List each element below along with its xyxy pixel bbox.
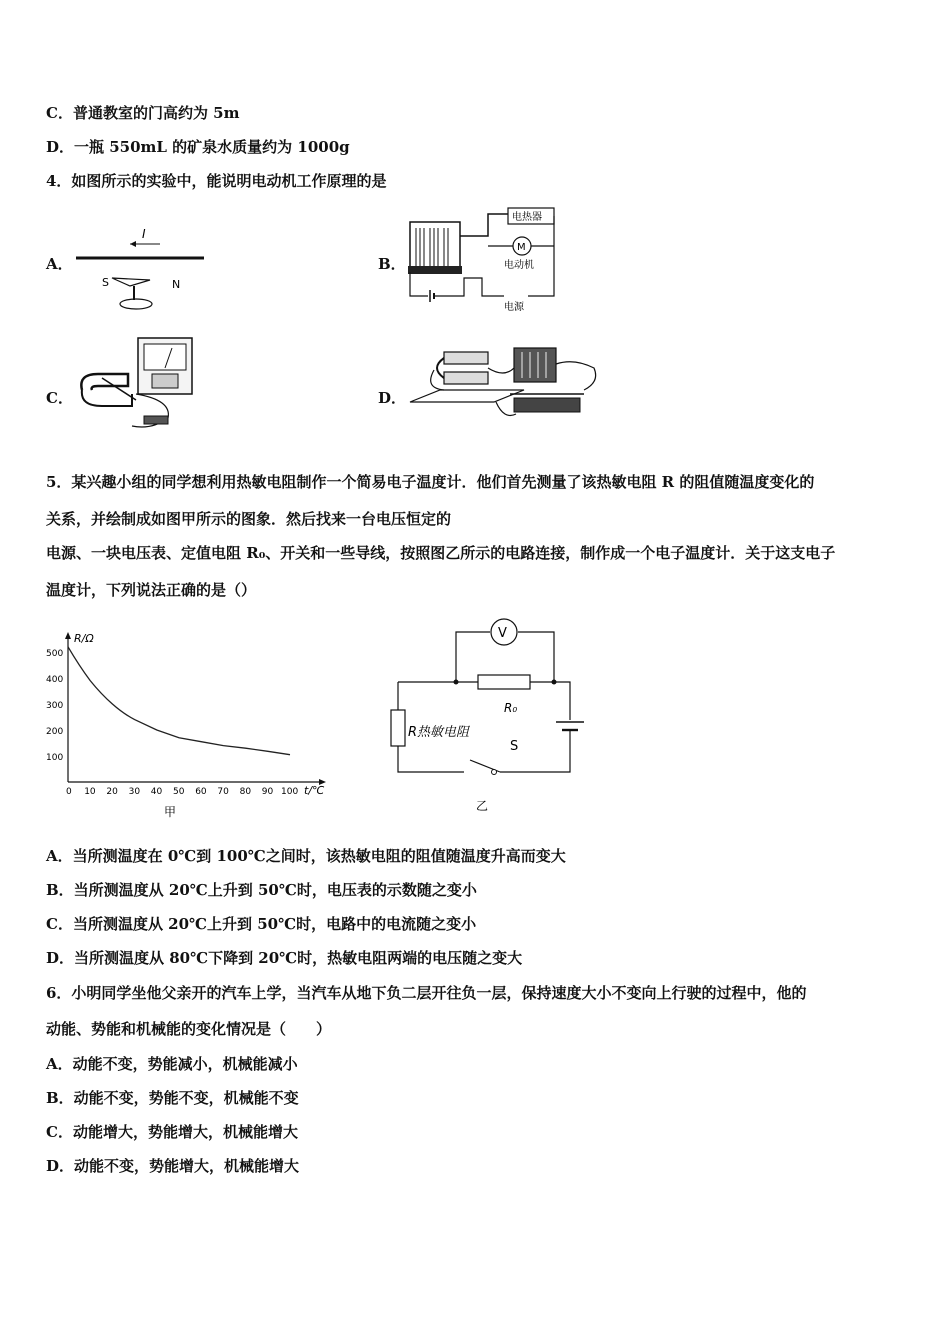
y-tick-label: 500 [46, 649, 64, 659]
q6-option-a: A．动能不变，势能减小，机械能减小 [46, 1055, 298, 1073]
switch-label: S [510, 739, 519, 754]
q5-option-b: B．当所测温度从 20℃上升到 50℃时，电压表的示数随之变小 [46, 881, 477, 899]
x-tick-label: 90 [261, 787, 274, 797]
q4-option-b-label: B． [378, 255, 406, 273]
q4-option-a-label: A． [46, 255, 73, 273]
y-tick-label: 100 [46, 753, 64, 763]
current-label: I [142, 227, 146, 241]
motor-symbol-label: M [517, 242, 526, 253]
x-tick-label: 50 [173, 787, 185, 797]
x-axis-label: t/℃ [304, 784, 325, 797]
power-label: 电源 [504, 302, 524, 313]
q3-option-c: C．普通教室的门高约为 5m [46, 104, 240, 122]
q6-option-b: B．动能不变，势能不变，机械能不变 [46, 1089, 299, 1107]
q6-stem-line-1: 6．小明同学坐他父亲开的汽车上学，当汽车从地下负二层开往负一层，保持速度大小不变向上行驶的过程中，他的 [46, 984, 807, 1002]
x-tick-label: 30 [128, 787, 141, 797]
battery [514, 348, 556, 382]
q4-figure-d [404, 338, 614, 430]
q5-stem-line-4: 温度计，下列说法正确的是（） [46, 581, 257, 599]
graph-caption: 甲 [164, 805, 177, 819]
resistance-curve [68, 647, 290, 755]
compass-needle [112, 278, 150, 286]
q5-option-d: D．当所测温度从 80℃下降到 20℃时，热敏电阻两端的电压随之变大 [46, 949, 523, 967]
circuit-caption: 乙 [476, 799, 489, 813]
q4-stem: 4．如图所示的实验中，能说明电动机工作原理的是 [46, 172, 387, 190]
voltmeter-label: V [498, 626, 507, 641]
q5-stem-line-1: 5．某兴趣小组的同学想利用热敏电阻制作一个简易电子温度计．他们首先测量了该热敏电阻 R 的阻值随温度变化的 [46, 473, 815, 491]
y-tick-label: 400 [46, 675, 64, 685]
rheostat [514, 398, 580, 412]
q6-stem-line-2: 动能、势能和机械能的变化情况是（ ） [46, 1020, 332, 1038]
x-tick-label: 20 [106, 787, 118, 797]
q3-option-d: D．一瓶 550mL 的矿泉水质量约为 1000g [46, 138, 350, 156]
q4-figure-a [72, 222, 212, 314]
q5-graph [40, 622, 340, 820]
q5-option-c: C．当所测温度从 20℃上升到 50℃时，电路中的电流随之变小 [46, 915, 477, 933]
thermistor [391, 710, 405, 746]
q5-stem-line-2: 关系，并绘制成如图甲所示的图象．然后找来一台电压恒定的 [46, 510, 452, 528]
q4-option-c-label: C． [46, 389, 73, 407]
magnet-top [444, 352, 488, 364]
y-axis-label: R/Ω [74, 632, 94, 645]
magnet [81, 374, 128, 390]
x-tick-label: 60 [195, 787, 207, 797]
pole-n-label: N [172, 278, 181, 291]
r0-label: R₀ [504, 701, 518, 715]
pole-s-label: S [102, 276, 109, 289]
q6-option-d: D．动能不变，势能增大，机械能增大 [46, 1157, 300, 1175]
q5-option-a: A．当所测温度在 0℃到 100℃之间时，该热敏电阻的阻值随温度升高而变大 [46, 847, 566, 865]
q4-option-d-label: D． [378, 389, 407, 407]
x-tick-label: 70 [217, 787, 229, 797]
x-tick-label: 80 [239, 787, 252, 797]
y-tick-label: 200 [46, 727, 64, 737]
q5-stem-line-3: 电源、一块电压表、定值电阻 R₀、开关和一些导线，按照图乙所示的电路连接，制作成一个电子温度计．关于这支电子 [46, 544, 836, 562]
q6-option-c: C．动能增大，势能增大，机械能增大 [46, 1123, 298, 1141]
x-tick-label: 10 [84, 787, 96, 797]
q4-figure-c [72, 334, 202, 434]
q5-circuit [380, 614, 600, 824]
x-tick-label: 100 [281, 787, 299, 797]
motor-label: 电动机 [504, 260, 534, 271]
compass-base [120, 299, 152, 309]
q4-figure-b [404, 206, 564, 316]
thermistor-label: R热敏电阻 [408, 725, 470, 740]
x-tick-label: 0 [66, 787, 72, 797]
y-tick-label: 300 [46, 701, 64, 711]
x-tick-label: 40 [150, 787, 163, 797]
heater-label: 电热器 [512, 212, 542, 223]
resistor-r0 [478, 675, 530, 689]
